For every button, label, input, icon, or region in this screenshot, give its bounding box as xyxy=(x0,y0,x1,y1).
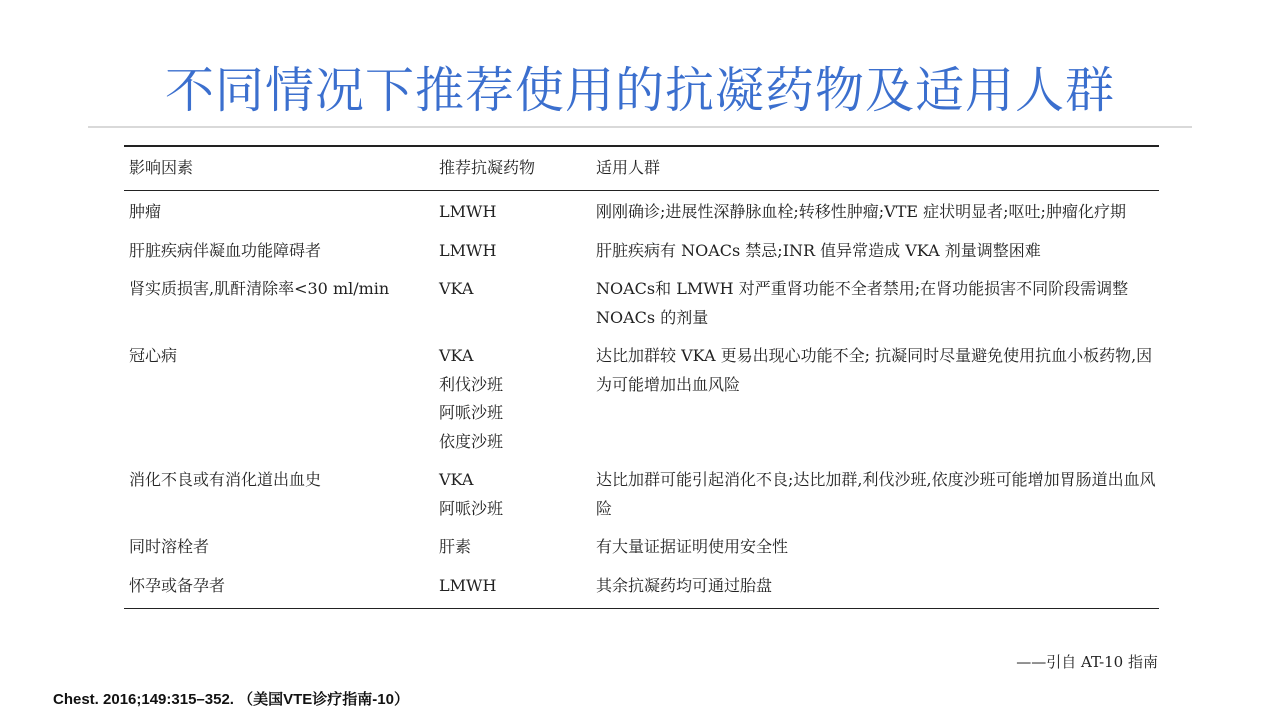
drug-cell xyxy=(434,562,591,609)
drug-name: 利伐沙班 xyxy=(439,374,504,394)
factor-cell: 肾实质损害,肌酐清除率<30 ml/min xyxy=(129,279,390,298)
population-cell: 有大量证据证明使用安全性 xyxy=(596,537,789,556)
drug-name: VKA xyxy=(439,279,474,298)
table-row xyxy=(124,227,1159,266)
table-row xyxy=(124,456,1159,523)
table-row xyxy=(124,265,1159,332)
drug-name: 阿哌沙班 xyxy=(439,498,504,518)
table-row xyxy=(124,523,1159,562)
drug-name: 肝素 xyxy=(439,537,472,556)
factor-cell: 肿瘤 xyxy=(129,202,162,221)
factor-cell: 消化不良或有消化道出血史 xyxy=(129,470,322,489)
factor-cell: 肝脏疾病伴凝血功能障碍者 xyxy=(129,240,322,260)
header-factor: 影响因素 xyxy=(124,146,434,191)
drug-cell xyxy=(434,227,591,266)
table-row xyxy=(124,332,1159,456)
population-cell: NOACs和 LMWH 对严重肾功能不全者禁用;在肾功能损害不同阶段需调整 NOACs 的剂量 xyxy=(596,279,1129,327)
anticoagulant-table xyxy=(124,145,1159,609)
drug-cell xyxy=(434,456,591,523)
table-header-row xyxy=(124,146,1159,191)
title-divider xyxy=(88,126,1192,128)
drug-cell xyxy=(434,191,591,227)
header-drug: 推荐抗凝药物 xyxy=(434,146,591,191)
drug-name: LMWH xyxy=(439,202,497,221)
source-note: ——引自 AT-10 指南 xyxy=(1016,653,1158,671)
factor-cell: 冠心病 xyxy=(129,346,178,365)
drug-cell xyxy=(434,265,591,332)
drug-name: LMWH xyxy=(439,575,497,595)
drug-cell xyxy=(434,523,591,562)
drug-cell xyxy=(434,332,591,456)
citation: Chest. 2016;149:315–352. （美国VTE诊疗指南-10） xyxy=(53,691,409,708)
anticoagulant-table-container xyxy=(124,145,1159,609)
population-cell: 肝脏疾病有 NOACs 禁忌;INR 值异常造成 VKA 剂量调整困难 xyxy=(596,240,1041,260)
drug-name: LMWH xyxy=(439,240,497,260)
population-cell: 达比加群较 VKA 更易出现心功能不全; 抗凝同时尽量避免使用抗血小板药物,因为可能增加出血风险 xyxy=(596,346,1153,394)
drug-name: 阿哌沙班 xyxy=(439,403,504,422)
slide-title: 不同情况下推荐使用的抗凝药物及适用人群 xyxy=(164,62,1115,119)
population-cell: 其余抗凝药均可通过胎盘 xyxy=(596,575,773,595)
drug-name: VKA xyxy=(439,470,474,489)
drug-name: VKA xyxy=(439,346,474,365)
factor-cell: 同时溶栓者 xyxy=(129,537,210,556)
population-cell: 刚刚确诊;进展性深静脉血栓;转移性肿瘤;VTE 症状明显者;呕吐;肿瘤化疗期 xyxy=(596,202,1126,221)
population-cell: 达比加群可能引起消化不良;达比加群,利伐沙班,依度沙班可能增加胃肠道出血风险 xyxy=(596,470,1156,518)
drug-name: 依度沙班 xyxy=(439,431,504,451)
table-row xyxy=(124,562,1159,609)
table-row xyxy=(124,191,1159,227)
header-population: 适用人群 xyxy=(591,146,1159,191)
factor-cell: 怀孕或备孕者 xyxy=(129,575,226,595)
